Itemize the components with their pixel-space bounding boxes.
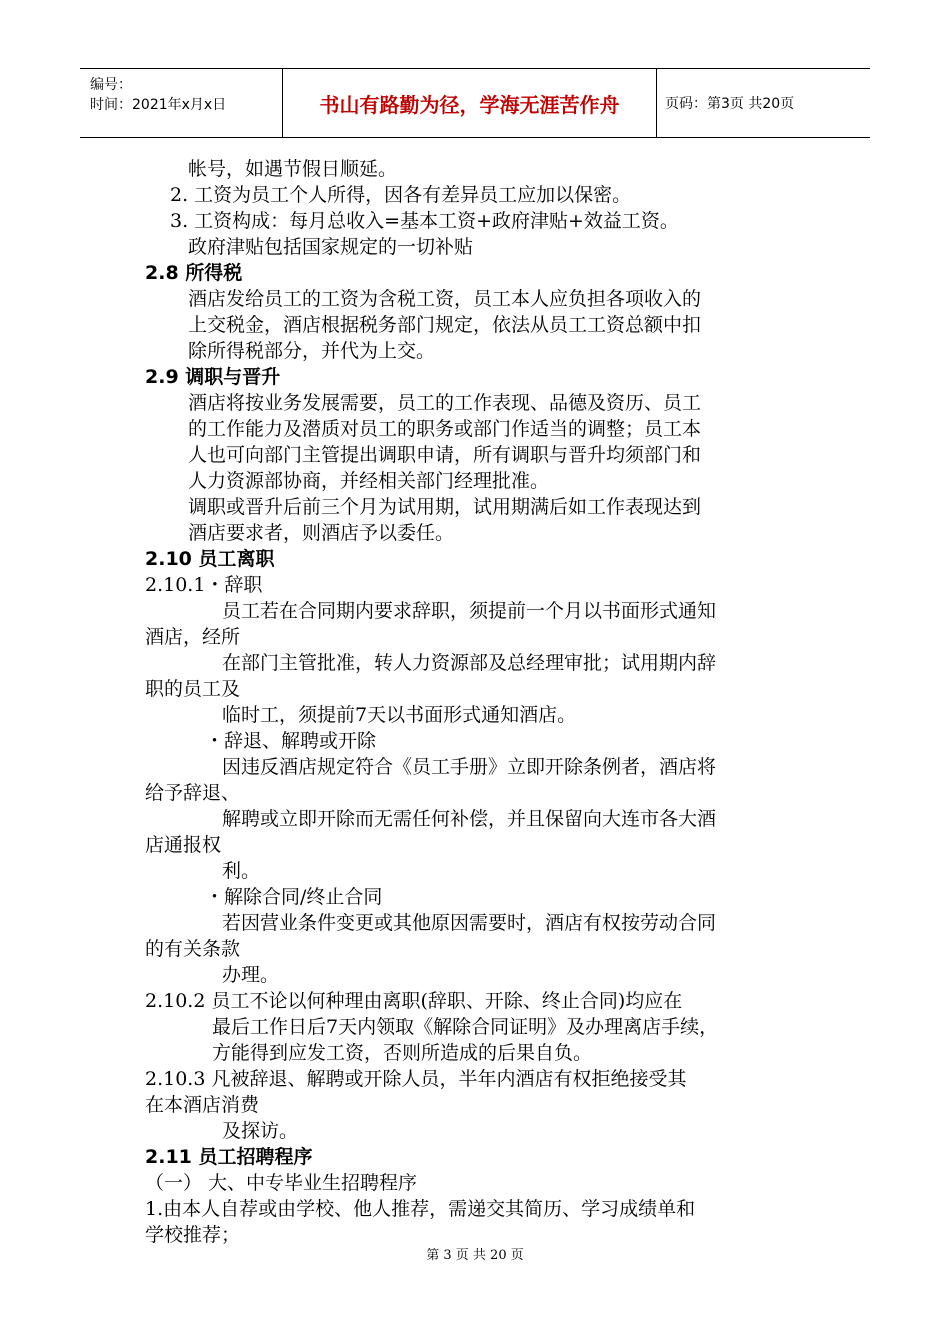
body-line: 上交税金，酒店根据税务部门规定，依法从员工工资总额中扣	[188, 314, 702, 336]
page-footer: 第 3 页 共 20 页	[426, 1248, 524, 1263]
body-line: 酒店发给员工的工资为含税工资，员工本人应负担各项收入的	[188, 288, 702, 310]
body-line: 除所得税部分，并代为上交。	[188, 340, 436, 362]
body-line: 酒店将按业务发展需要，员工的工作表现、品德及资历、员工	[188, 392, 702, 414]
body-line: 帐号，如遇节假日顺延。	[188, 158, 398, 180]
body-line: 员工若在合同期内要求辞职，须提前一个月以书面形式通知	[222, 600, 717, 622]
page-header	[80, 68, 870, 138]
list-item: 2. 工资为员工个人所得，因各有差异员工应加以保密。	[170, 184, 632, 206]
body-line: 1.由本人自荐或由学校、他人推荐，需递交其简历、学习成绩单和	[145, 1198, 696, 1220]
body-line: 解聘或立即开除而无需任何补偿，并且保留向大连市各大酒	[222, 808, 717, 830]
body-line: 给予辞退、	[145, 782, 241, 804]
body-line: 学校推荐；	[145, 1224, 241, 1246]
header-page-info: 页码：第3页 共20页	[665, 96, 795, 112]
body-line: 调职或晋升后前三个月为试用期，试用期满后如工作表现达到	[188, 496, 702, 518]
subsection-heading: 2.10.1・辞职	[145, 574, 263, 596]
section-heading: 2.11 员工招聘程序	[145, 1146, 313, 1168]
body-line: 办理。	[222, 964, 280, 986]
list-item: 3. 工资构成：每月总收入=基本工资+政府津贴+效益工资。	[170, 210, 679, 232]
header-motto: 书山有路勤为径，学海无涯苦作舟	[319, 92, 620, 117]
body-line: 的工作能力及潜质对员工的职务或部门作适当的调整；员工本	[188, 418, 702, 440]
document-number: 编号：	[90, 77, 132, 93]
body-line: 在部门主管批准，转人力资源部及总经理审批；试用期内辞	[222, 652, 717, 674]
body-line: 方能得到应发工资，否则所造成的后果自负。	[212, 1042, 593, 1064]
body-line: 最后工作日后7天内领取《解除合同证明》及办理离店手续，	[212, 1016, 719, 1038]
section-heading: 2.9 调职与晋升	[145, 366, 281, 388]
body-line: 临时工，须提前7天以书面形式通知酒店。	[222, 704, 577, 726]
bullet-heading: ・辞退、解聘或开除	[205, 730, 377, 752]
body-line: 若因营业条件变更或其他原因需要时，酒店有权按劳动合同	[222, 912, 717, 934]
body-line: 酒店要求者，则酒店予以委任。	[188, 522, 455, 544]
body-line: 2.10.3 凡被辞退、解聘或开除人员，半年内酒店有权拒绝接受其	[145, 1068, 687, 1090]
section-heading: 2.8 所得税	[145, 262, 243, 284]
body-line: 的有关条款	[145, 938, 241, 960]
header-meta	[90, 75, 226, 115]
body-line: 酒店，经所	[145, 626, 241, 648]
body-line: 在本酒店消费	[145, 1094, 260, 1116]
body-line: 人力资源部协商，并经相关部门经理批准。	[188, 470, 550, 492]
section-heading: 2.10 员工离职	[145, 548, 275, 570]
bullet-heading: ・解除合同/终止合同	[205, 886, 383, 908]
body-line: 职的员工及	[145, 678, 241, 700]
body-line: 2.10.2 员工不论以何种理由离职(辞职、开除、终止合同)均应在	[145, 990, 683, 1012]
body-line: 因违反酒店规定符合《员工手册》立即开除条例者，酒店将	[222, 756, 717, 778]
body-line: 政府津贴包括国家规定的一切补贴	[188, 236, 474, 258]
subsection-heading: （一） 大、中专毕业生招聘程序	[145, 1172, 418, 1194]
body-line: 人也可向部门主管提出调职申请，所有调职与晋升均须部门和	[188, 444, 702, 466]
body-line: 及探访。	[222, 1120, 299, 1142]
body-line: 店通报权	[145, 834, 222, 856]
body-line: 利。	[222, 860, 261, 882]
document-date: 时间：2021年x月x日	[90, 97, 227, 113]
header-divider	[656, 69, 657, 137]
